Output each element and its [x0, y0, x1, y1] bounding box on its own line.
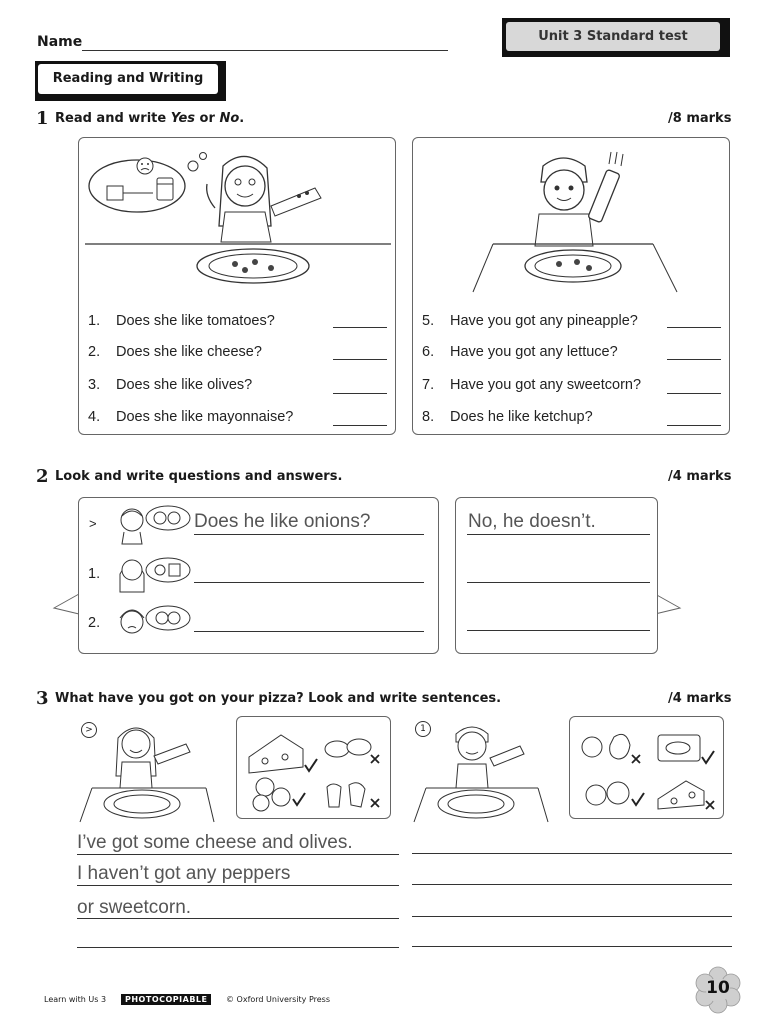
q1-item-1-num: 1.: [88, 313, 101, 329]
q1-item-7-num: 7.: [422, 377, 435, 393]
cheese-olives-peppers-sweetcorn-icon: [241, 721, 387, 815]
q1-item-6-text: Have you got any lettuce?: [450, 344, 618, 360]
sad-face-icon: [137, 158, 153, 174]
q1-item-2-num: 2.: [88, 344, 101, 360]
q2-example-answer: No, he doesn’t.: [468, 511, 596, 532]
q2-instruction: Look and write questions and answers.: [55, 469, 343, 484]
q1-item-5-text: Have you got any pineapple?: [450, 313, 638, 329]
q1-item-6-answer-line[interactable]: [667, 359, 721, 360]
copyright: © Oxford University Press: [226, 995, 331, 1004]
girl-thinking-tomatoes-icon: [116, 600, 192, 644]
q2-row-1-answer-line[interactable]: [467, 582, 650, 583]
boy-with-ketchup-illustration: [463, 146, 683, 294]
boy-thinking-onions-icon: [116, 504, 192, 546]
q3-item-marker: 1: [415, 721, 431, 737]
girl-eating-pizza-illustration: [85, 146, 391, 286]
q3-instruction: What have you got on your pizza? Look and write sentences.: [55, 691, 502, 706]
q2-marks: /4 marks: [668, 469, 732, 484]
q3-right-rule-4[interactable]: [412, 946, 732, 947]
q3-example-line-3: or sweetcorn.: [77, 897, 192, 918]
q2-row-2-answer-line[interactable]: [467, 630, 650, 631]
boy-with-pizza-illustration: [408, 716, 550, 824]
q1-item-6-num: 6.: [422, 344, 435, 360]
q3-right-rule-3[interactable]: [412, 916, 732, 917]
q1-item-4-num: 4.: [88, 409, 101, 425]
q1-instruction-pre: Read and write: [55, 111, 171, 126]
q1-item-1-answer-line[interactable]: [333, 327, 387, 328]
girl-with-pizza-illustration: [76, 716, 216, 824]
q3-example-marker: >: [81, 722, 97, 738]
q3-left-rule-2: [77, 885, 399, 886]
q1-instruction-end: .: [239, 111, 245, 126]
q3-left-rule-1: [77, 854, 399, 855]
q1-item-1-text: Does she like tomatoes?: [116, 313, 275, 329]
name-label: Name: [37, 34, 83, 50]
name-line[interactable]: [82, 50, 448, 51]
q2-number: 2: [36, 466, 49, 487]
q3-example-line-1: I’ve got some cheese and olives.: [77, 832, 353, 853]
q2-example-question: Does he like onions?: [194, 511, 371, 532]
q1-instruction: [55, 111, 244, 126]
q1-item-7-text: Have you got any sweetcorn?: [450, 377, 642, 393]
q1-item-3-answer-line[interactable]: [333, 393, 387, 394]
boy-face: [544, 170, 584, 210]
q3-example-line-2: I haven’t got any peppers: [77, 863, 291, 884]
q1-item-8-text: Does he like ketchup?: [450, 409, 593, 425]
q3-left-rule-3: [77, 918, 399, 919]
onions-tuna-tomatoes-cheese-icon: [574, 721, 720, 815]
q1-item-4-text: Does she like mayonnaise?: [116, 409, 294, 425]
thought-bubble-dot: [188, 161, 198, 171]
q2-example-question-line: [194, 534, 424, 535]
q1-item-8-num: 8.: [422, 409, 435, 425]
q1-item-8-answer-line[interactable]: [667, 425, 721, 426]
q3-number: 3: [36, 688, 49, 709]
series-name: Learn with Us 3: [44, 995, 107, 1004]
q1-instruction-yes: Yes: [170, 111, 196, 126]
q3-right-rule-1[interactable]: [412, 853, 732, 854]
q2-example-marker: >: [89, 516, 97, 531]
q1-number: 1: [36, 108, 49, 129]
girl-face: [225, 166, 265, 206]
hand-icon: [107, 186, 123, 200]
ketchup-bottle-icon: [588, 169, 620, 222]
q3-item-food-box: [569, 716, 724, 819]
q3-marks: /4 marks: [668, 691, 732, 706]
q2-row-1-question-line[interactable]: [194, 582, 424, 583]
page-number: 10: [706, 978, 730, 998]
q2-row-1-num: 1.: [88, 566, 101, 582]
q1-item-4-answer-line[interactable]: [333, 425, 387, 426]
q3-left-rule-4[interactable]: [77, 947, 399, 948]
section-title: Reading and Writing: [38, 64, 218, 94]
q1-item-5-answer-line[interactable]: [667, 327, 721, 328]
q3-right-rule-2[interactable]: [412, 884, 732, 885]
q1-item-3-num: 3.: [88, 377, 101, 393]
pizza-slice-icon: [271, 188, 321, 216]
q1-instruction-or: or: [195, 111, 220, 126]
q1-item-2-answer-line[interactable]: [333, 359, 387, 360]
q1-item-2-text: Does she like cheese?: [116, 344, 262, 360]
q1-marks: /8 marks: [668, 111, 732, 126]
thought-bubble-dot: [200, 153, 207, 160]
girl-thinking-food-icon: [116, 552, 192, 596]
girl-shirt: [221, 212, 271, 242]
photocopiable-badge: PHOTOCOPIABLE: [121, 994, 211, 1005]
q1-instruction-no: No: [219, 111, 240, 126]
boy-shirt: [535, 214, 593, 246]
mayonnaise-jar-icon: [157, 178, 173, 200]
q2-row-2-num: 2.: [88, 615, 101, 631]
q1-item-5-num: 5.: [422, 313, 435, 329]
q2-example-answer-line: [467, 534, 650, 535]
unit-title: Unit 3 Standard test: [506, 22, 720, 51]
q3-example-food-box: [236, 716, 391, 819]
q2-row-2-question-line[interactable]: [194, 631, 424, 632]
q1-item-3-text: Does she like olives?: [116, 377, 253, 393]
q1-item-7-answer-line[interactable]: [667, 393, 721, 394]
